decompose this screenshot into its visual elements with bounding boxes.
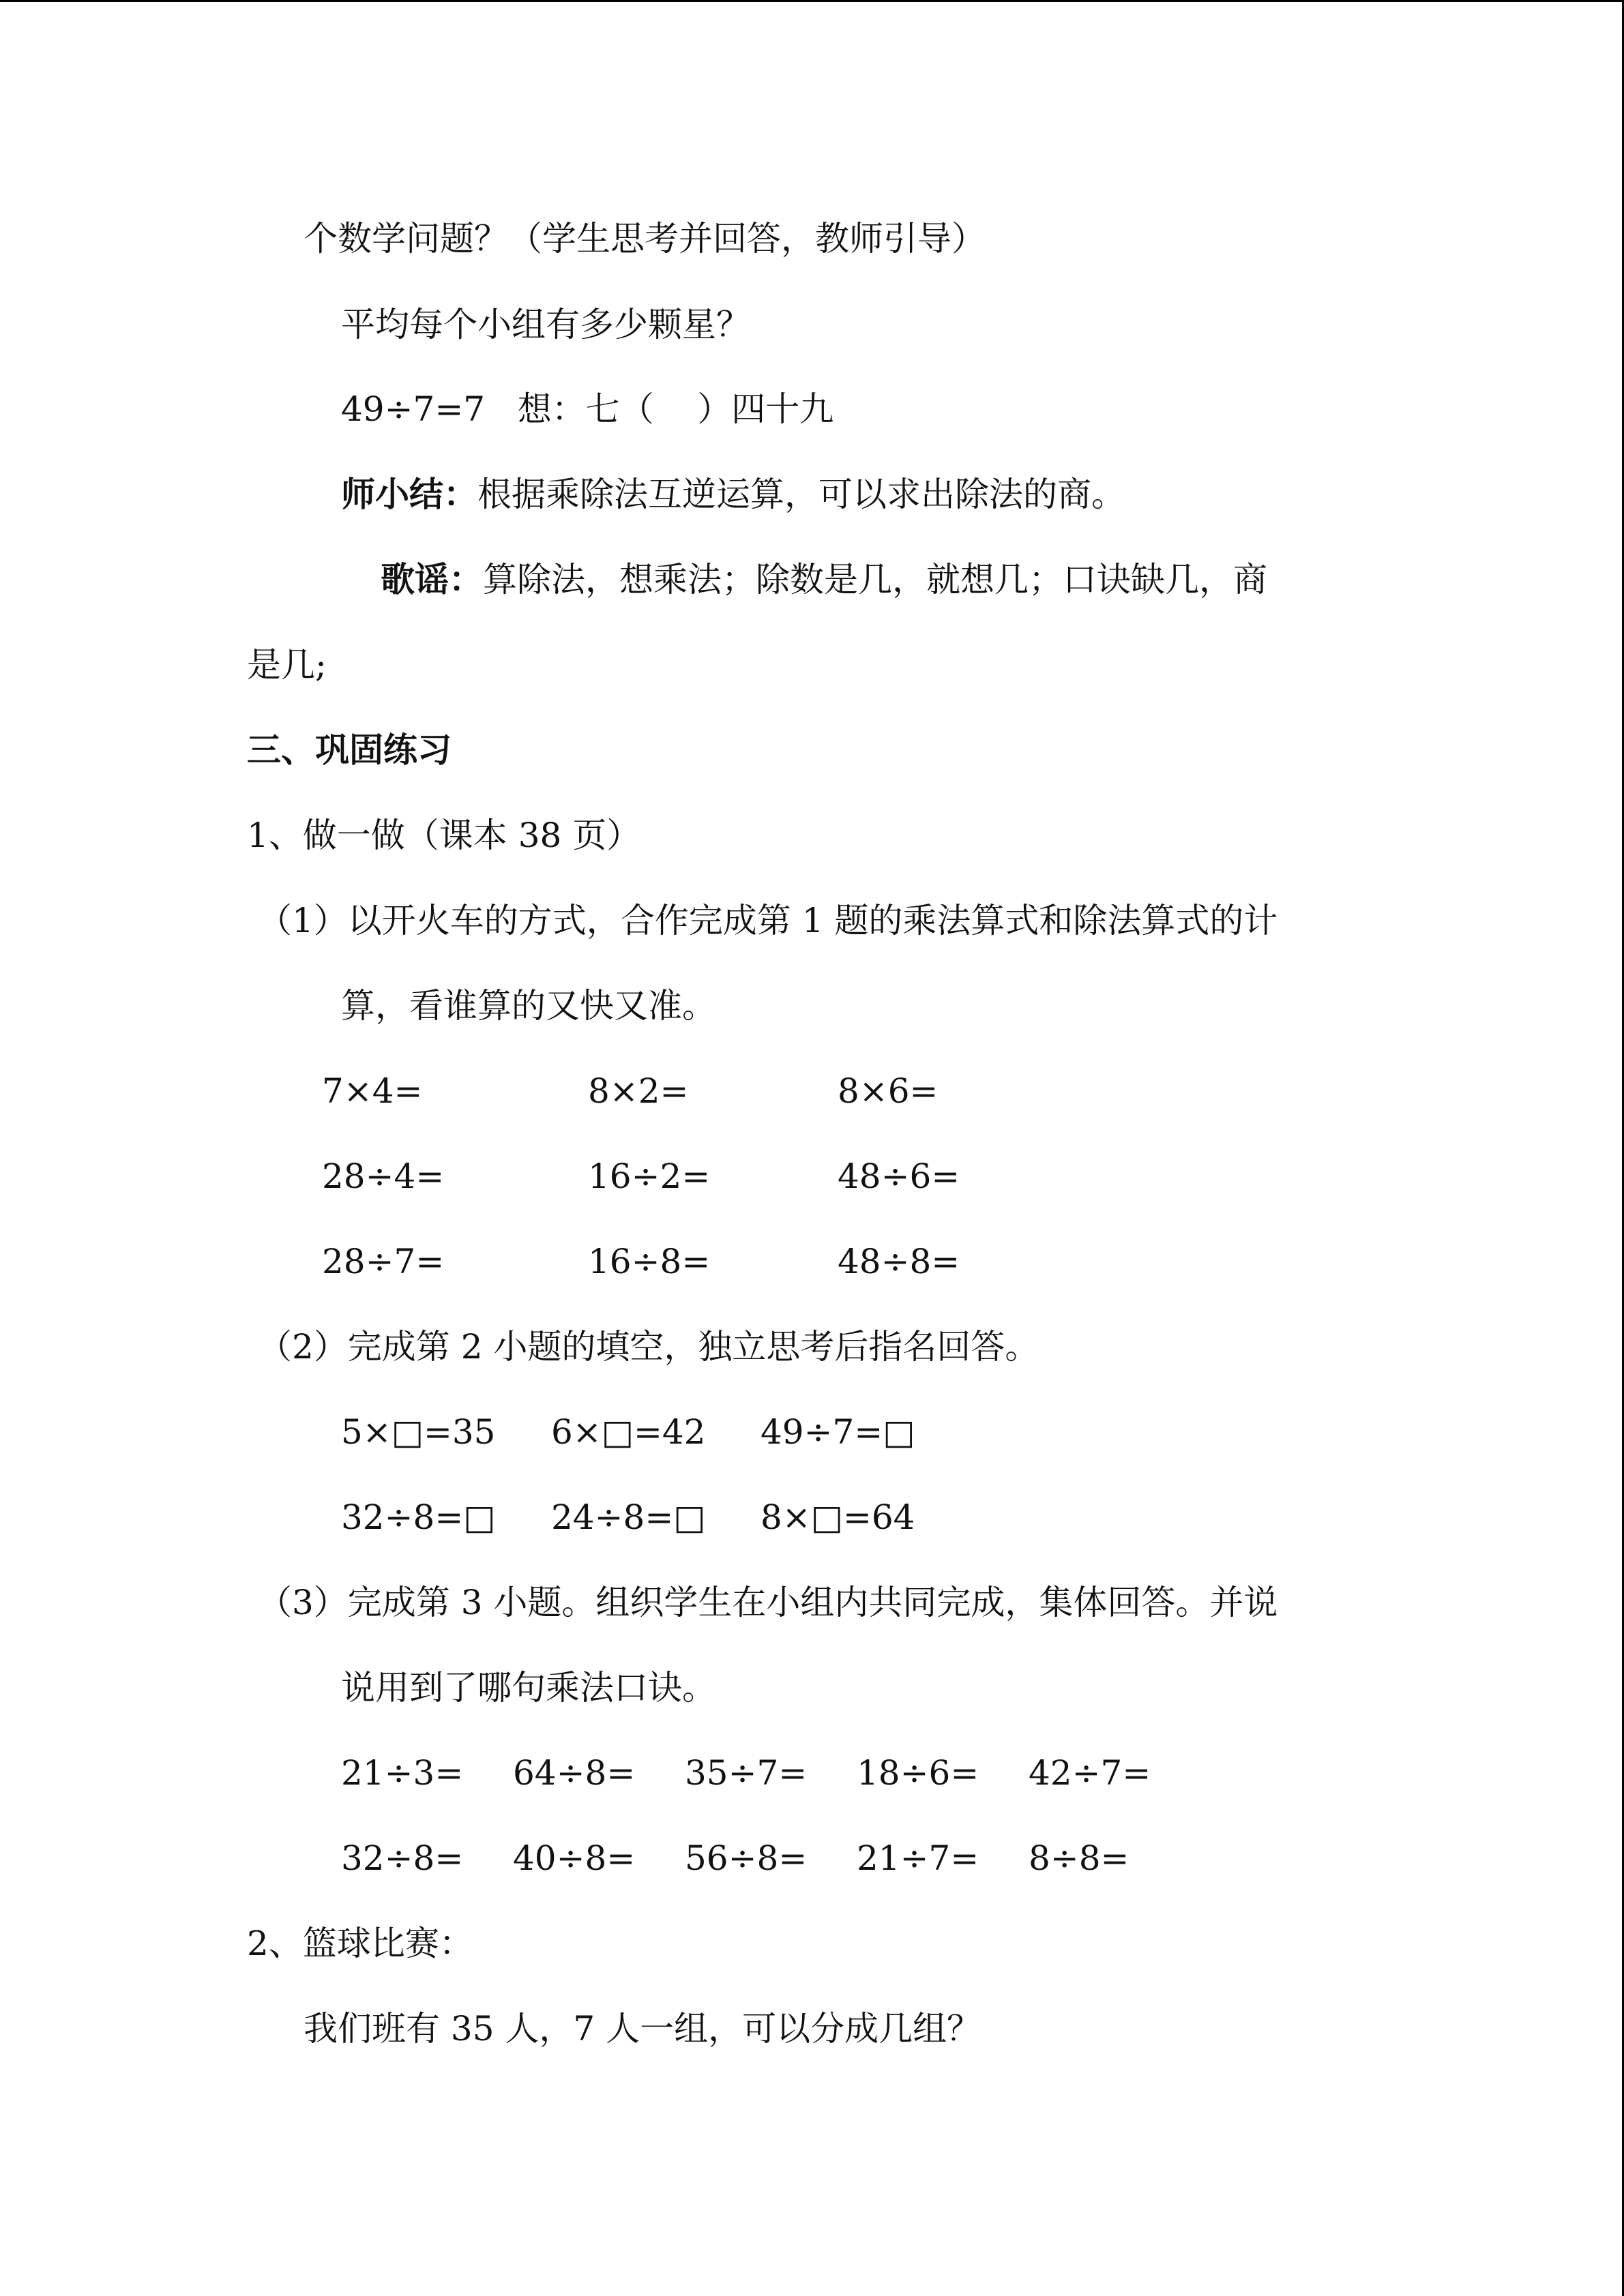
fill-blank-cell: 8×□=64 <box>761 1497 915 1537</box>
division-cell: 64÷8= <box>513 1753 636 1793</box>
rhyme-label: 歌谣： <box>381 559 483 599</box>
exercise-cell: 48÷8= <box>838 1242 960 1281</box>
division-cell: 21÷3= <box>341 1753 464 1793</box>
exercise-cell: 28÷7= <box>322 1242 445 1281</box>
division-cell: 18÷6= <box>857 1753 979 1793</box>
subitem-1-line-a: （1）以开火车的方式，合作完成第 1 题的乘法算式和除法算式的计 <box>258 901 1278 940</box>
division-cell: 8÷8= <box>1029 1838 1130 1878</box>
division-cell: 56÷8= <box>685 1838 808 1878</box>
division-cell: 42÷7= <box>1029 1753 1151 1793</box>
page-top-border <box>0 0 1624 2</box>
item-2-text: 我们班有 35 人，7 人一组，可以分成几组？ <box>304 2009 981 2048</box>
fill-blank-cell: 32÷8=□ <box>341 1497 496 1537</box>
subitem-2: （2）完成第 2 小题的填空，独立思考后指名回答。 <box>258 1327 1039 1367</box>
exercise-cell: 16÷8= <box>588 1242 711 1281</box>
text-line-2: 平均每个小组有多少颗星？ <box>341 305 750 344</box>
rhyme-continuation: 是几; <box>247 645 327 685</box>
teacher-summary-text: 根据乘除法互逆运算，可以求出除法的商。 <box>477 475 1125 514</box>
fill-blank-cell: 6×□=42 <box>551 1412 706 1452</box>
text-line-3: 49÷7=7 想：七（ ）四十九 <box>341 389 834 429</box>
rhyme-text: 算除法，想乘法；除数是几，就想几；口诀缺几，商 <box>483 560 1267 599</box>
subitem-3-line-b: 说用到了哪句乘法口诀。 <box>341 1668 716 1708</box>
division-cell: 35÷7= <box>685 1753 808 1793</box>
division-cell: 40÷8= <box>513 1838 636 1878</box>
teacher-summary-label: 师小结： <box>341 474 477 514</box>
fill-blank-cell: 5×□=35 <box>341 1412 496 1452</box>
exercise-cell: 8×6= <box>838 1071 939 1111</box>
division-cell: 32÷8= <box>341 1838 464 1878</box>
exercise-cell: 48÷6= <box>838 1157 960 1196</box>
exercise-cell: 8×2= <box>588 1071 689 1111</box>
subitem-3-line-a: （3）完成第 3 小题。组织学生在小组内共同完成，集体回答。并说 <box>258 1583 1278 1622</box>
exercise-cell: 28÷4= <box>322 1157 445 1196</box>
fill-blank-cell: 24÷8=□ <box>551 1497 706 1537</box>
section-heading-3: 三、巩固练习 <box>247 730 452 770</box>
exercise-cell: 16÷2= <box>588 1157 711 1196</box>
subitem-1-line-b: 算，看谁算的又快又准。 <box>341 986 716 1026</box>
text-line-1: 个数学问题？（学生思考并回答，教师引导） <box>304 219 986 258</box>
fill-blank-cell: 49÷7=□ <box>761 1412 915 1452</box>
teacher-summary <box>341 474 1125 515</box>
division-cell: 21÷7= <box>857 1838 979 1878</box>
exercise-cell: 7×4= <box>322 1071 423 1111</box>
item-2-heading: 2、篮球比赛： <box>247 1924 473 1963</box>
item-1-heading: 1、做一做（课本 38 页） <box>247 816 641 855</box>
rhyme-line <box>381 559 1267 600</box>
